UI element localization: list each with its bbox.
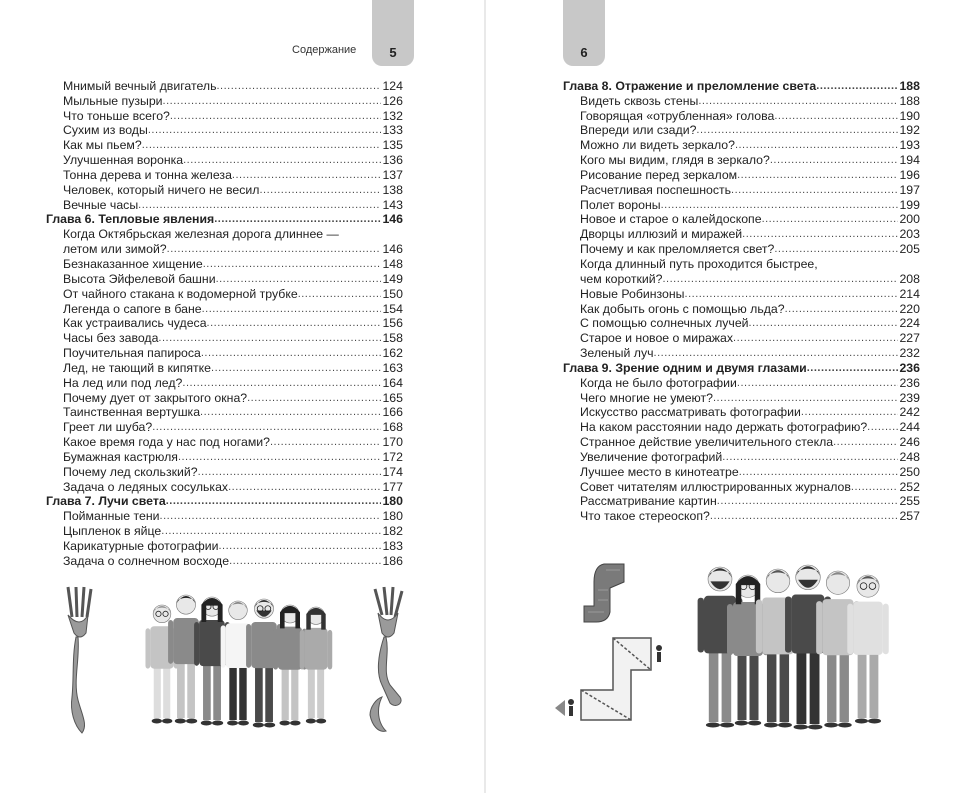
toc-entry-title: Мыльные пузыри: [63, 93, 163, 108]
toc-page-number: 227: [899, 331, 920, 346]
toc-dot-leader: [710, 509, 899, 523]
toc-entry: [563, 449, 920, 464]
right-page: [486, 0, 970, 793]
toc-dot-leader: [867, 420, 898, 434]
toc-entry-title: Глава 6. Тепловые явления: [46, 212, 215, 227]
toc-entry: [563, 316, 920, 331]
toc-entry-title: Почему дует от закрытого окна?: [63, 390, 248, 405]
toc-entry: [563, 434, 920, 449]
toc-entry-title: Поучительная папироса: [63, 346, 201, 361]
toc-dot-leader: [785, 302, 899, 316]
toc-dot-leader: [722, 450, 898, 464]
toc-page-number: 162: [382, 346, 403, 361]
toc-page-number: 136: [382, 153, 403, 168]
toc-entry-title: Лучшее место в кинотеатре: [580, 464, 739, 479]
toc-dot-leader: [158, 331, 381, 345]
toc-entry-title: Почему и как преломляется свет?: [580, 242, 775, 257]
toc-entry-title: Высота Эйфелевой башни: [63, 271, 216, 286]
toc-dot-leader: [218, 539, 381, 553]
toc-page-number: 168: [382, 420, 403, 435]
toc-chapter-heading: [46, 494, 403, 509]
toc-entry: [563, 419, 920, 434]
toc-entry-title: Глава 7. Лучи света: [46, 494, 166, 509]
toc-entry: [563, 197, 920, 212]
toc-entry: [563, 494, 920, 509]
toc-dot-leader: [160, 509, 382, 523]
toc-entry-title: Таинственная вертушка: [63, 405, 201, 420]
toc-dot-leader: [807, 361, 899, 375]
toc-entry-title: Старое и новое о миражах: [580, 331, 734, 346]
toc-page-number: 214: [899, 286, 920, 301]
toc-page-number: 239: [899, 390, 920, 405]
toc-dot-leader: [217, 79, 382, 93]
toc-entry-title: Кого мы видим, глядя в зеркало?: [580, 153, 770, 168]
toc-entry: [563, 137, 920, 152]
toc-entry-title: Задача о ледяных сосульках: [63, 479, 229, 494]
toc-dot-leader: [229, 554, 381, 568]
toc-entry-title: Греет ли шуба?: [63, 420, 153, 435]
toc-page-number: 177: [382, 479, 403, 494]
toc-dot-leader: [259, 183, 381, 197]
toc-dot-leader: [696, 123, 898, 137]
toc-page-number: 252: [899, 479, 920, 494]
toc-page-number: 148: [382, 256, 403, 271]
toc-entry-title: Сухим из воды: [63, 123, 148, 138]
toc-dot-leader: [654, 346, 899, 360]
toc-page-number: 158: [382, 331, 403, 346]
toc-page-number: 164: [382, 375, 403, 390]
toc-dot-leader: [742, 227, 898, 241]
toc-entry-title: Видеть сквозь стены: [580, 93, 699, 108]
toc-dot-leader: [207, 316, 382, 330]
toc-entry: [46, 434, 403, 449]
toc-entry-title: Тонна дерева и тонна железа: [63, 167, 232, 182]
toc-entry: [563, 390, 920, 405]
toc-entry-title: Странное действие увеличительного стекла: [580, 435, 834, 450]
toc-dot-leader: [232, 168, 382, 182]
toc-entry: [46, 78, 403, 93]
toc-entry-title: На лед или под лед?: [63, 375, 183, 390]
toc-page-number: 132: [382, 108, 403, 123]
toc-entry: [46, 182, 403, 197]
person-figure: [847, 575, 888, 724]
toc-page-number: 124: [382, 78, 403, 93]
toc-page-number: 197: [899, 182, 920, 197]
toc-entry-title: Новое и старое о калейдоскопе: [580, 212, 762, 227]
toc-entry-title: Чего многие не умеют?: [580, 390, 713, 405]
toc-dot-leader: [713, 391, 898, 405]
toc-entry: [563, 345, 920, 360]
toc-entry-title: Лед, не тающий в кипятке: [63, 360, 212, 375]
toc-dot-leader: [201, 346, 382, 360]
toc-entry: [46, 137, 403, 152]
toc-dot-leader: [214, 212, 381, 226]
toc-chapter-heading: [563, 360, 920, 375]
toc-entry-title: Как добыть огонь с помощью льда?: [580, 301, 785, 316]
toc-entry-title: С помощью солнечных лучей: [580, 316, 749, 331]
toc-dot-leader: [749, 316, 899, 330]
page-number-tab: [563, 0, 605, 66]
toc-page-number: 242: [899, 405, 920, 420]
toc-entry-title: Рассматривание картин: [580, 494, 717, 509]
toc-entry-title: Говорящая «отрубленная» голова: [580, 108, 775, 123]
toc-dot-leader: [737, 168, 898, 182]
toc-page-number: 135: [382, 138, 403, 153]
toc-dot-leader: [247, 391, 381, 405]
toc-dot-leader: [733, 331, 898, 345]
toc-dot-leader: [774, 242, 898, 256]
toc-entry: [563, 93, 920, 108]
toc-entry: [46, 197, 403, 212]
toc-dot-leader: [816, 79, 898, 93]
toc-dot-leader: [731, 183, 898, 197]
toc-page-number: 236: [899, 375, 920, 390]
toc-entry-title: Рисование перед зеркалом: [580, 167, 738, 182]
toc-dot-leader: [198, 465, 382, 479]
toc-entry: [563, 123, 920, 138]
toc-page-number: 146: [382, 212, 403, 227]
toc-entry-title: Как устраивались чудеса: [63, 316, 207, 331]
group-of-people-illustration: [140, 585, 350, 735]
toc-entry: [46, 360, 403, 375]
toc-page-number: 255: [899, 494, 920, 509]
toc-entry: [46, 167, 403, 182]
periscope-diagram: [551, 630, 676, 730]
toc-entry-title: Пойманные тени: [63, 509, 160, 524]
bent-fork-right-illustration: [360, 585, 415, 735]
toc-entry-title: Как мы пьем?: [63, 138, 142, 153]
toc-entry-title: Вечные часы: [63, 197, 139, 212]
toc-page-number: 199: [899, 197, 920, 212]
toc-entry: [46, 508, 403, 523]
toc-page-number: 174: [382, 464, 403, 479]
toc-dot-leader: [737, 376, 899, 390]
toc-page-number: 165: [382, 390, 403, 405]
toc-entry: [563, 108, 920, 123]
toc-entry-title: Совет читателям иллюстрированных журналов: [580, 479, 851, 494]
toc-page-number: 149: [382, 271, 403, 286]
toc-entry: [563, 182, 920, 197]
page-number-tab: [372, 0, 414, 66]
toc-entry: [563, 286, 920, 301]
toc-page-number: 196: [899, 167, 920, 182]
toc-page-number: 170: [382, 435, 403, 450]
toc-page-number: 180: [382, 509, 403, 524]
toc-page-number: 257: [899, 509, 920, 524]
toc-entry: [563, 508, 920, 523]
toc-page-number: 190: [899, 108, 920, 123]
bent-tube-illustration: [576, 560, 636, 630]
page-number: 6: [580, 45, 588, 60]
toc-entry: [46, 419, 403, 434]
toc-entry: [46, 390, 403, 405]
toc-dot-leader: [698, 94, 898, 108]
toc-dot-leader: [216, 272, 382, 286]
toc-dot-leader: [662, 272, 898, 286]
page-number: 5: [389, 45, 397, 60]
toc-entry: [46, 345, 403, 360]
bent-fork-left-illustration: [58, 585, 108, 735]
toc-entry-title: Полет вороны: [580, 197, 661, 212]
toc-entry-title: Легенда о сапоге в бане: [63, 301, 202, 316]
toc-page-number: 172: [382, 449, 403, 464]
toc-entry-title: Глава 8. Отражение и преломление света: [563, 78, 817, 93]
toc-entry-title: Когда не было фотографии: [580, 375, 737, 390]
toc-dot-leader: [801, 405, 899, 419]
toc-entry: [563, 212, 920, 227]
toc-entry: [46, 405, 403, 420]
toc-page-number: 224: [899, 316, 920, 331]
toc-page-number: 143: [382, 197, 403, 212]
toc-dot-leader: [138, 198, 381, 212]
toc-entry-title: Мнимый вечный двигатель: [63, 78, 217, 93]
toc-entry-title: чем короткий?: [580, 271, 663, 286]
toc-dot-leader: [182, 376, 381, 390]
toc-entry: [46, 553, 403, 568]
toc-page-number: 194: [899, 153, 920, 168]
toc-entry: [46, 330, 403, 345]
toc-page-number: 150: [382, 286, 403, 301]
toc-entry-title: Что такое стереоскоп?: [580, 509, 710, 524]
toc-chapter-heading: [563, 78, 920, 93]
person-figure: [300, 607, 332, 724]
toc-entry-title: Зеленый луч: [580, 346, 654, 361]
toc-entry-title: Новые Робинзоны: [580, 286, 685, 301]
toc-entry: [563, 241, 920, 256]
toc-entry: [563, 301, 920, 316]
toc-page-number: 244: [899, 420, 920, 435]
toc-dot-leader: [183, 153, 381, 167]
toc-entry: [46, 449, 403, 464]
toc-page-number: 205: [899, 242, 920, 257]
toc-entry-title: На каком расстоянии надо держать фотографию?: [580, 420, 868, 435]
toc-page-number: 126: [382, 93, 403, 108]
toc-dot-leader: [298, 287, 382, 301]
toc-dot-leader: [685, 287, 899, 301]
toc-entry-title: Человек, который ничего не весил: [63, 182, 260, 197]
toc-entry: [563, 464, 920, 479]
toc-entry: [46, 256, 403, 271]
toc-entry: [563, 405, 920, 420]
toc-entry-title: Карикатурные фотографии: [63, 539, 219, 553]
toc-dot-leader: [774, 109, 898, 123]
toc-dot-leader: [739, 465, 899, 479]
toc-entry: [563, 167, 920, 182]
toc-entry: [46, 271, 403, 286]
toc-entry: [563, 226, 920, 241]
toc-page-number: 220: [899, 301, 920, 316]
toc-dot-leader: [228, 480, 381, 494]
toc-entry: [46, 93, 403, 108]
toc-entry: [46, 523, 403, 538]
toc-page-number: 188: [899, 78, 920, 93]
toc-entry: [46, 241, 403, 256]
toc-entry: [563, 271, 920, 286]
toc-dot-leader: [152, 420, 381, 434]
table-of-contents: [563, 78, 920, 523]
toc-page-number: 156: [382, 316, 403, 331]
toc-entry: [563, 256, 920, 271]
toc-entry-title: Какое время года у нас под ногами?: [63, 435, 270, 450]
toc-entry-title: Улучшенная воронка: [63, 153, 184, 168]
toc-entry-title: Что тоньше всего?: [63, 108, 170, 123]
toc-page-number: 250: [899, 464, 920, 479]
toc-entry: [46, 375, 403, 390]
toc-entry-title: Глава 9. Зрение одним и двумя глазами: [563, 360, 807, 375]
toc-page-number: 154: [382, 301, 403, 316]
toc-entry-title: Дворцы иллюзий и миражей: [580, 227, 743, 242]
toc-dot-leader: [200, 405, 381, 419]
toc-dot-leader: [142, 138, 382, 152]
toc-entry: [563, 375, 920, 390]
toc-page-number: 138: [382, 182, 403, 197]
toc-dot-leader: [202, 302, 382, 316]
toc-entry: [46, 479, 403, 494]
toc-dot-leader: [661, 198, 899, 212]
toc-entry: [46, 301, 403, 316]
toc-entry: [46, 226, 403, 241]
toc-entry: [563, 330, 920, 345]
toc-entry-title: Часы без завода: [63, 331, 159, 346]
toc-entry-title: Увеличение фотографий: [580, 449, 723, 464]
toc-page-number: 163: [382, 360, 403, 375]
toc-entry: [563, 479, 920, 494]
toc-page-number: 180: [382, 494, 403, 509]
toc-entry-title: Безнаказанное хищение: [63, 256, 203, 271]
toc-dot-leader: [148, 123, 382, 137]
toc-dot-leader: [166, 494, 382, 508]
toc-dot-leader: [717, 494, 899, 508]
toc-entry-title: Можно ли видеть зеркало?: [580, 138, 735, 153]
toc-dot-leader: [211, 361, 381, 375]
toc-dot-leader: [770, 153, 899, 167]
toc-page-number: 232: [899, 346, 920, 361]
toc-entry: [46, 123, 403, 138]
toc-page-number: 137: [382, 167, 403, 182]
toc-page-number: 182: [382, 524, 403, 539]
group-of-people-illustration: [696, 555, 901, 735]
toc-entry: [46, 108, 403, 123]
toc-entry: [46, 316, 403, 331]
toc-entry-title: Когда длинный путь проходится быстрее,: [580, 256, 818, 271]
toc-dot-leader: [163, 94, 382, 108]
toc-page-number: 246: [899, 435, 920, 450]
toc-dot-leader: [170, 109, 382, 123]
toc-entry-title: Задача о солнечном восходе: [63, 553, 230, 568]
toc-page-number: 208: [899, 271, 920, 286]
left-page: [0, 0, 484, 793]
toc-page-number: 188: [899, 93, 920, 108]
toc-entry: [46, 286, 403, 301]
toc-page-number: 133: [382, 123, 403, 138]
toc-page-number: 166: [382, 405, 403, 420]
toc-entry-title: Когда Октябрьская железная дорога длиннее —: [63, 227, 339, 242]
toc-page-number: 146: [382, 242, 403, 257]
toc-entry-title: Цыпленок в яйце: [63, 524, 162, 539]
toc-entry-title: Расчетливая поспешность: [580, 182, 732, 197]
toc-entry-title: летом или зимой?: [63, 242, 167, 257]
toc-chapter-heading: [46, 212, 403, 227]
toc-dot-leader: [270, 435, 381, 449]
toc-dot-leader: [762, 212, 899, 226]
toc-page-number: 192: [899, 123, 920, 138]
toc-entry: [563, 152, 920, 167]
toc-dot-leader: [735, 138, 899, 152]
toc-dot-leader: [833, 435, 898, 449]
toc-entry-title: Искусство рассматривать фотографии: [580, 405, 801, 420]
toc-entry-title: Почему лед скользкий?: [63, 464, 198, 479]
toc-page-number: 200: [899, 212, 920, 227]
toc-entry: [46, 464, 403, 479]
toc-dot-leader: [851, 480, 899, 494]
toc-entry: [46, 538, 403, 553]
toc-dot-leader: [167, 242, 382, 256]
toc-page-number: 203: [899, 227, 920, 242]
toc-dot-leader: [203, 257, 382, 271]
toc-page-number: 193: [899, 138, 920, 153]
toc-page-number: 248: [899, 449, 920, 464]
toc-page-number: 186: [382, 553, 403, 568]
toc-entry-title: От чайного стакана к водомерной трубке: [63, 286, 298, 301]
toc-page-number: 236: [899, 360, 920, 375]
toc-dot-leader: [161, 524, 381, 538]
toc-dot-leader: [178, 450, 382, 464]
toc-entry-title: Впереди или сзади?: [580, 123, 697, 138]
running-head: Содержание: [292, 44, 357, 56]
toc-page-number: 183: [382, 539, 403, 553]
toc-entry-title: Бумажная кастрюля: [63, 449, 178, 464]
toc-entry: [46, 152, 403, 167]
table-of-contents: [46, 78, 403, 568]
